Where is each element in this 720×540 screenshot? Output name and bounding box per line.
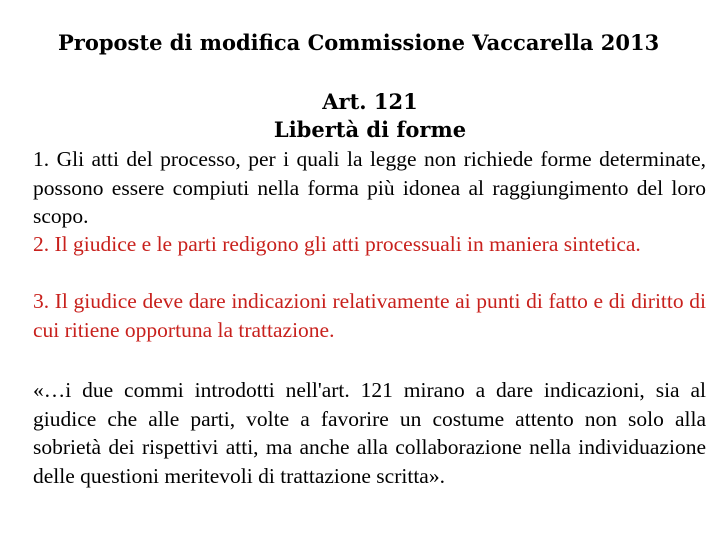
paragraph-1: 1. Gli atti del processo, per i quali la legge non richiede forme determinate, possono essere compiuti nella forma più idonea al raggiungimento del loro scopo. bbox=[33, 147, 706, 228]
slide-title: Proposte di modifica Commissione Vaccarella 2013 bbox=[58, 30, 660, 55]
article-heading: Libertà di forme bbox=[273, 117, 467, 142]
paragraph-2-amended: 2. Il giudice e le parti redigono gli atti processuali in maniera sintetica. bbox=[33, 232, 641, 256]
paragraph-3-amended: 3. Il giudice deve dare indicazioni relativamente ai punti di fatto e di diritto di cui ritiene opportuna la trattazione. bbox=[33, 289, 706, 342]
article-number: Art. 121 bbox=[322, 89, 418, 114]
commentary-quote: «…i due commi introdotti nell'art. 121 mirano a dare indicazioni, sia al giudice che alle parti, volte a favorire un costume attento non solo alla sobrietà dei rispettivi atti, ma anche alla collaborazione nella individuazione delle questioni meritevoli di trattazione scritta». bbox=[33, 378, 706, 488]
